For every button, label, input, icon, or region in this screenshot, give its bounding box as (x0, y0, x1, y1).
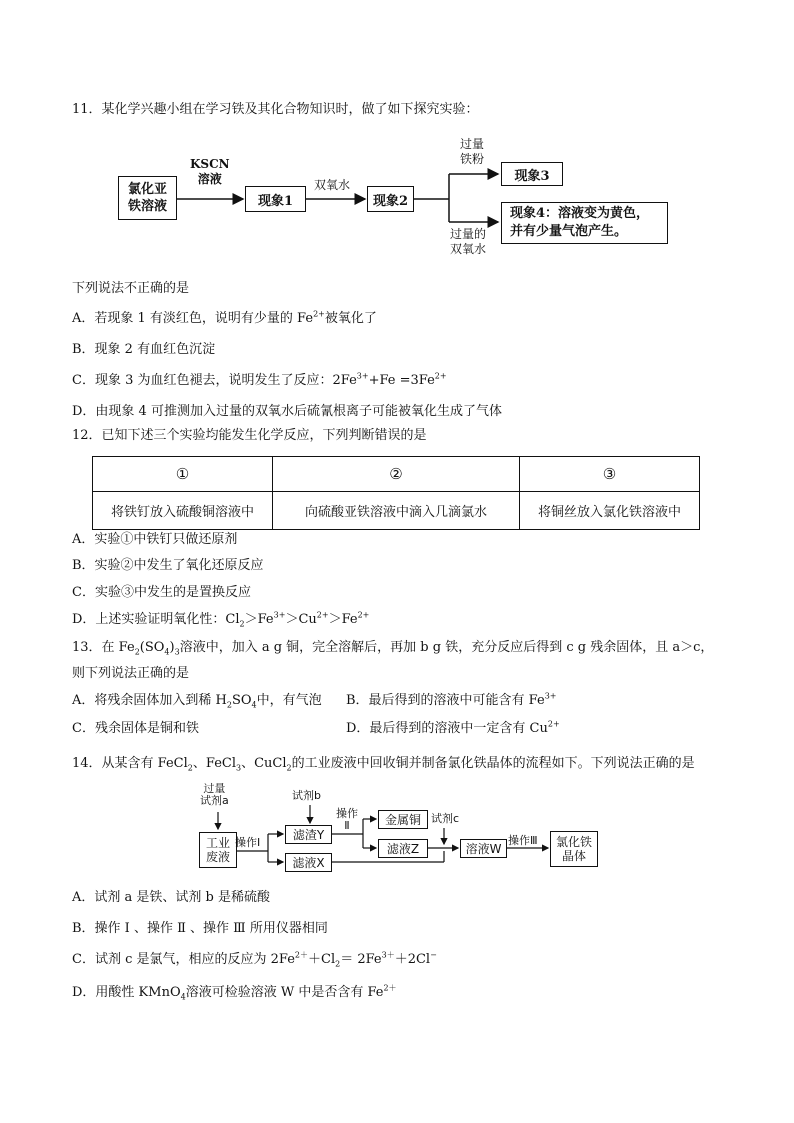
phenomenon-2: 现象2 (372, 193, 409, 209)
reagent-b-label: 试剂b (292, 789, 321, 802)
excess-reagent-a-label: 过量 试剂a (200, 782, 229, 807)
solution-w-box: 溶液W (460, 839, 507, 858)
q14-option-d[interactable]: D．用酸性 KMnO$_4$溶液可检验溶液 W 中是否含有 $Fe^{2+}$ (72, 983, 397, 1002)
operation-3-label: 操作Ⅲ (508, 834, 538, 847)
q11-question: 下列说法不正确的是 (72, 281, 190, 296)
operation-1-label: 操作Ⅰ (235, 836, 261, 849)
filtrate-x-box: 滤液X (285, 853, 332, 872)
phenomenon-1: 现象1 (257, 193, 294, 209)
operation-2-label: 操作 Ⅱ (336, 807, 358, 832)
q14-option-a[interactable]: A．试剂 a 是铁、试剂 b 是稀硫酸 (72, 890, 270, 905)
filtrate-z-box: 滤液Z (378, 839, 428, 858)
phenomenon-4-line2: 并有少量气泡产生。 (510, 224, 628, 239)
q12-option-d[interactable]: D．上述实验证明氧化性：$Cl_2>Fe^{3+}>Cu^{2+}>Fe^{2+}$ (72, 610, 370, 629)
q11-option-c[interactable]: C．现象 3 为血红色褪去，说明发生了反应：$2Fe^{3+}+Fe =3Fe^{2+}$ (72, 371, 447, 388)
exp-cell-1: 将铁钉放入硫酸铜溶液中 (93, 492, 273, 530)
q12-option-c[interactable]: C．实验③中发生的是置换反应 (72, 585, 251, 600)
ferric-chloride-crystal-box: 氯化铁 晶体 (550, 831, 598, 867)
q13-option-a[interactable]: A．将残余固体加入到稀 $H_2SO_4$中，有气泡 (72, 693, 322, 710)
exp-cell-3: 将铜丝放入氯化铁溶液中 (520, 492, 700, 530)
start-label-1: 氯化亚 (127, 182, 167, 197)
exp-header-1: ① (93, 457, 273, 492)
q13-stem: 13．在 $Fe_2(SO_4)_3$溶液中，加入 a g 铜，完全溶解后，再加 b g 铁，充分反应后得到 c g 残余固体，且 a＞c， (72, 640, 714, 657)
q13-stem-line2: 则下列说法正确的是 (72, 666, 190, 681)
q14-option-b[interactable]: B．操作 Ⅰ 、操作 Ⅱ 、操作 Ⅲ 所用仪器相同 (72, 921, 328, 936)
metal-copper-box: 金属铜 (378, 810, 428, 829)
phenomenon-3: 现象3 (514, 168, 550, 184)
residue-y-box: 滤渣Y (285, 825, 332, 844)
q11-option-d[interactable]: D．由现象 4 可推测加入过量的双氧水后硫氰根离子可能被氧化生成了气体 (72, 404, 502, 419)
q11-option-a[interactable]: A．若现象 1 有淡红色，说明有少量的 $Fe^{2+}$被氧化了 (72, 309, 377, 326)
exp-header-3: ③ (520, 457, 700, 492)
q13-option-b[interactable]: B．最后得到的溶液中可能含有 $Fe^{3+}$ (346, 691, 557, 708)
q12-stem: 12．已知下述三个实验均能发生化学反应，下列判断错误的是 (72, 428, 427, 443)
excess-h2o2-label: 过量的 双氧水 (450, 227, 487, 256)
h2o2-label: 双氧水 (314, 178, 351, 192)
q12-option-a[interactable]: A．实验①中铁钉只做还原剂 (72, 532, 238, 547)
reagent-c-label: 试剂c (431, 812, 460, 825)
q11-stem: 11．某化学兴趣小组在学习铁及其化合物知识时，做了如下探究实验： (72, 102, 479, 117)
exp-header-2: ② (273, 457, 520, 492)
q12-option-b[interactable]: B．实验②中发生了氧化还原反应 (72, 558, 264, 573)
phenomenon-4-line1: 现象4：溶液变为黄色， (510, 206, 650, 221)
q14-stem: 14．从某含有 FeCl$_2$、FeCl$_3$、CuCl$_2$的工业废液中回收铜并制备氯化铁晶体的流程如下。下列说法正确的是 (72, 756, 695, 773)
kscn-label: KSCN 溶液 (190, 157, 230, 186)
start-label-2: 铁溶液 (127, 199, 167, 214)
q11-option-b[interactable]: B．现象 2 有血红色沉淀 (72, 342, 216, 357)
q13-option-c[interactable]: C．残余固体是铜和铁 (72, 721, 199, 736)
exp-cell-2: 向硫酸亚铁溶液中滴入几滴氯水 (273, 492, 520, 530)
excess-iron-label: 过量 铁粉 (460, 137, 485, 166)
industrial-waste-box: 工业 废液 (199, 832, 237, 868)
q13-option-d[interactable]: D．最后得到的溶液中一定含有 $Cu^{2+}$ (346, 719, 560, 736)
q14-option-c[interactable]: C．试剂 c 是氯气，相应的反应为 $2Fe^{2+}+Cl_2= 2Fe^{3+}+2Cl^-$ (72, 950, 437, 969)
